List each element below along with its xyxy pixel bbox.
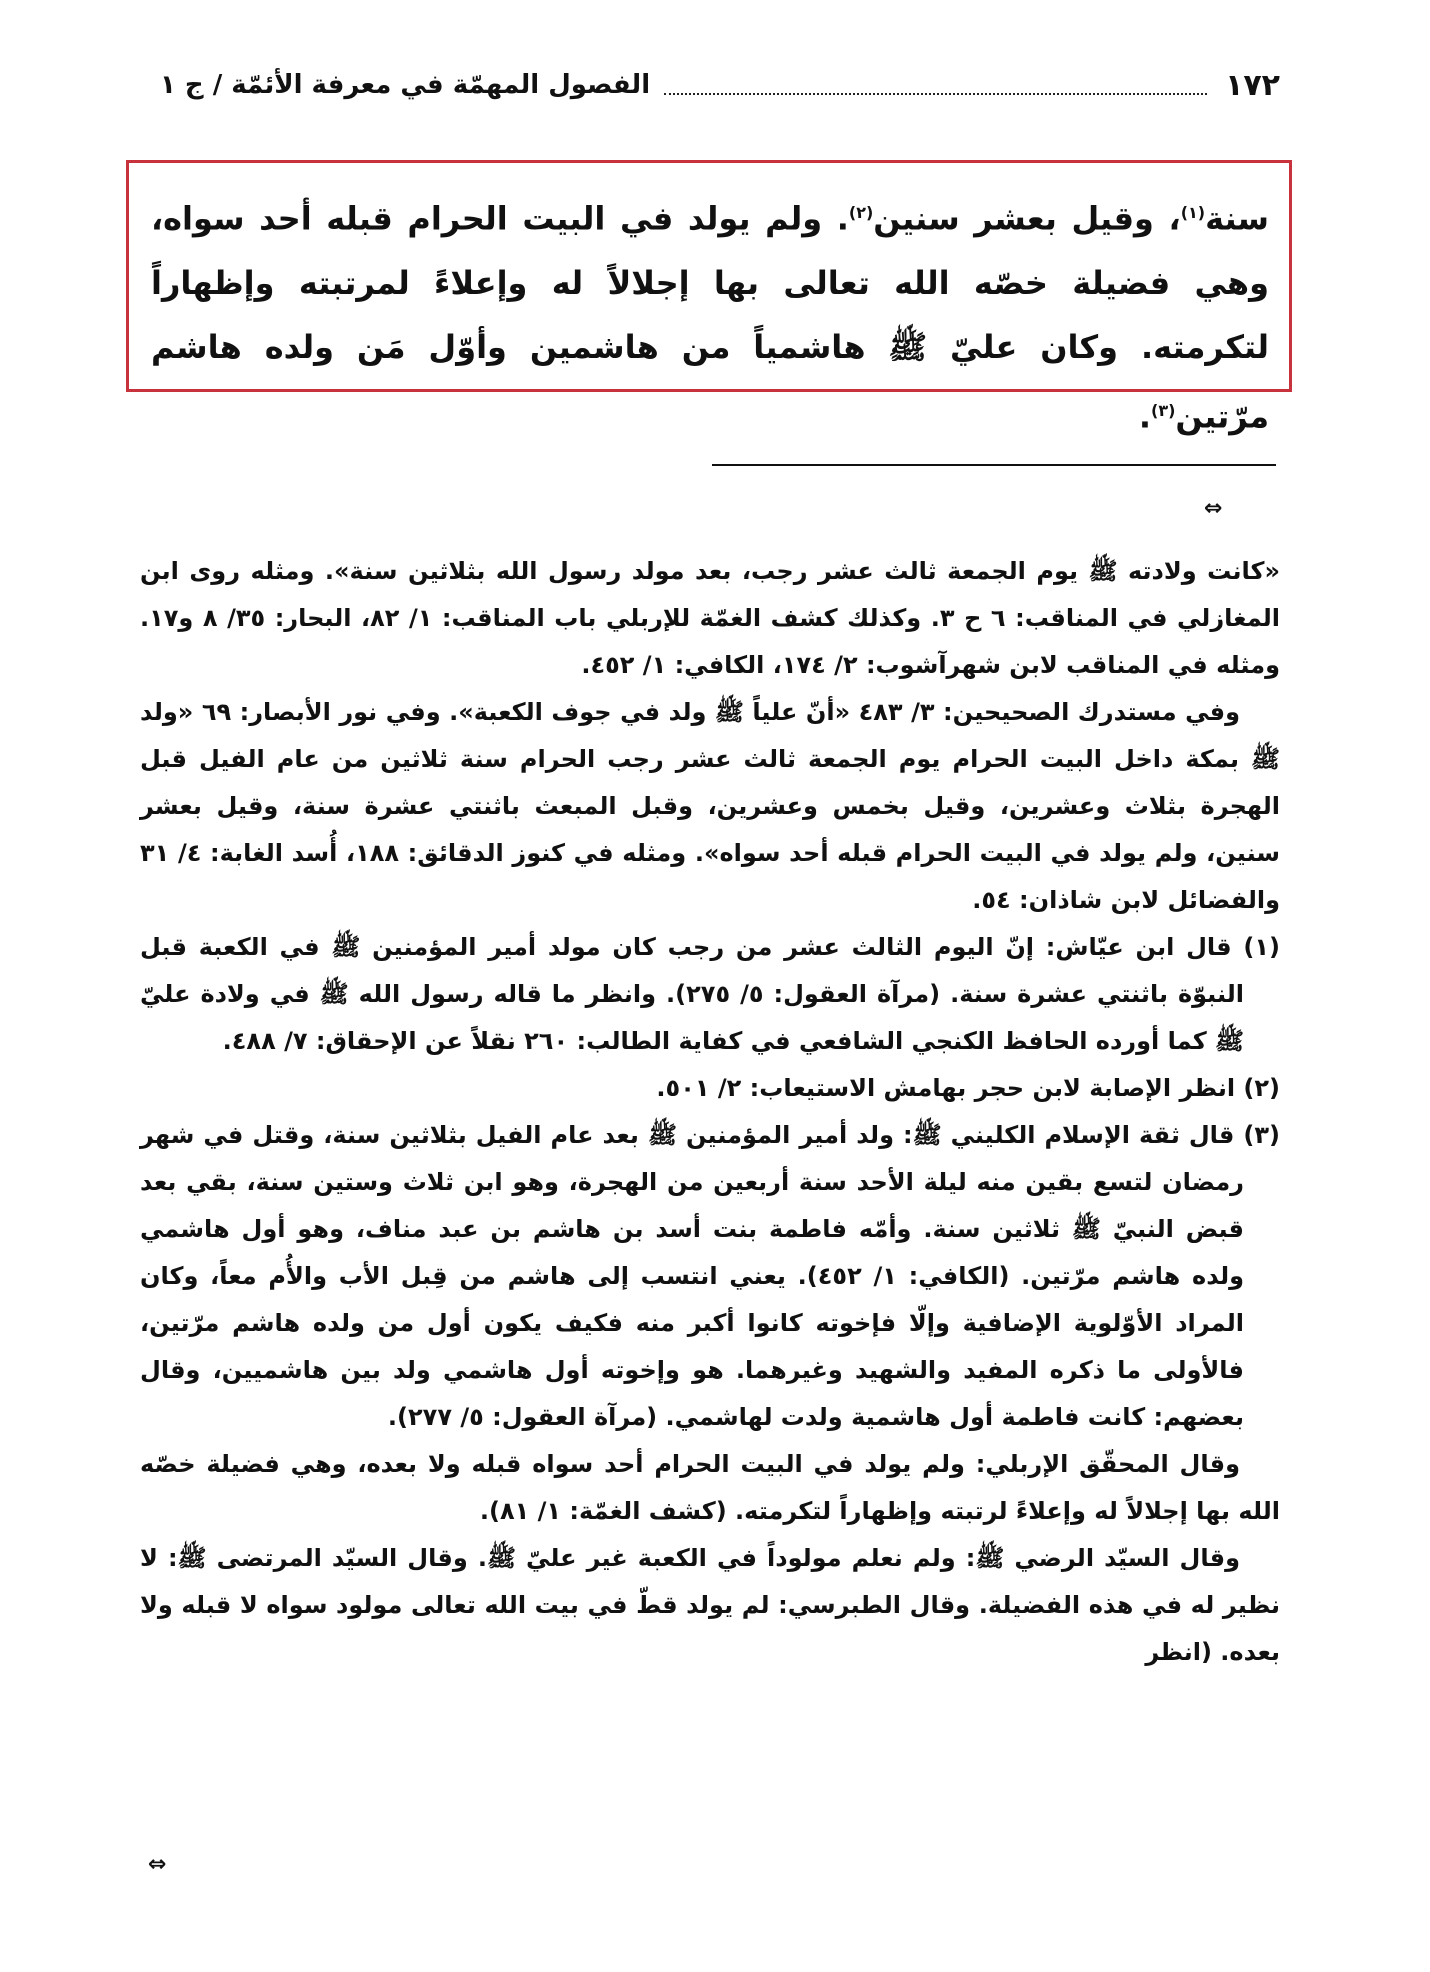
main-text-part: . ولم يولد في البيت الحرام قبله أحد سواه، وهي فضيلة خصّه الله تعالى بها إجلالاً له وإعلاءً لمرتبته وإظهاراً لتكرمته. وكان عليّ ﷺ هاشمياً من هاشمين وأوّل مَن ولده هاشم مرّتين: [151, 199, 1269, 436]
footnote-1: [140, 924, 1280, 1065]
main-text: [151, 181, 1269, 448]
footnote-separator: [712, 464, 1276, 466]
continued-note: وفي مستدرك الصحيحين: ٣/ ٤٨٣ «أنّ علياً ﷺ ولد في جوف الكعبة». وفي نور الأبصار: ٦٩ «ولد ﷺ بمكة داخل البيت الحرام يوم الجمعة ثالث عشر رجب الحرام سنة ثلاثين من عام الفيل قبل الهجرة بثلاث وعشرين، وقيل بخمس وعشرين، وقبل المبعث باثنتي عشرة سنة، وقيل بعشر سنين، ولم يولد في البيت الحرام قبله أحد سواه». ومثله في كنوز الدقائق: ١٨٨، أُسد الغابة: ٤/ ٣١ والفضائل لابن شاذان: ٥٤.: [140, 698, 1281, 914]
main-text-part: .: [1138, 397, 1152, 436]
footnote-2: [140, 1065, 1280, 1112]
page-header: [160, 60, 1280, 110]
footnote-text: (٢) انظر الإصابة لابن حجر بهامش الاستيعاب: ٢/ ٥٠١.: [656, 1074, 1280, 1102]
footnote-3-extra: وقال المحقّق الإربلي: ولم يولد في البيت الحرام أحد سواه قبله ولا بعده، وهي فضيلة خصّه الله بها إجلالاً له وإعلاءً لرتبته وإظهاراً لتكرمته. (كشف الغمّة: ١/ ٨١).: [140, 1450, 1280, 1525]
main-text-part: ، وقيل بعشر سنين: [873, 199, 1181, 238]
footnote-3: [140, 1112, 1280, 1441]
footnote-text: (١) قال ابن عيّاش: إنّ اليوم الثالث عشر من رجب كان مولد أمير المؤمنين ﷺ في الكعبة قبل النبوّة باثنتي عشرة سنة. (مرآة العقول: ٥/ ٢٧٥). وانظر ما قاله رسول الله ﷺ في ولادة عليّ ﷺ كما أورده الحافظ الكنجي الشافعي في كفاية الطالب: ٢٦٠ نقلاً عن الإحقاق: ٧/ ٤٨٨.: [140, 933, 1280, 1055]
continuation-arrow-icon: ⇔: [1204, 496, 1223, 521]
footnote-3-extra: وقال السيّد الرضي ﷺ: ولم نعلم مولوداً في الكعبة غير عليّ ﷺ. وقال السيّد المرتضى ﷺ: لا نظير له في هذه الفضيلة. وقال الطبرسي: لم يولد قطّ في بيت الله تعالى مولود سواه لا قبله ولا بعده. (انظر: [140, 1544, 1280, 1666]
footnote-text: (٣) قال ثقة الإسلام الكليني ﷺ: ولد أمير المؤمنين ﷺ بعد عام الفيل بثلاثين سنة، وقتل في شهر رمضان لتسع بقين منه ليلة الأحد سنة أربعين من الهجرة، وهو ابن ثلاث وستين سنة، بقي بعد قبض النبيّ ﷺ ثلاثين سنة. وأمّه فاطمة بنت أسد بن هاشم بن عبد مناف، وهو أول هاشمي ولده هاشم مرّتين. (الكافي: ١/ ٤٥٢). يعني انتسب إلى هاشم من قِبل الأب والأُم معاً، وكان المراد الأوّلوية الإضافية وإلّا فإخوته كانوا أكبر منه فكيف يكون أول من ولده هاشم مرّتين، فالأولى ما ذكره المفيد والشهيد وغيرهما. هو وإخوته أول هاشمي ولد بين هاشميين، وقال بعضهم: كانت فاطمة أول هاشمية ولدت لهاشمي. (مرآة العقول: ٥/ ٢٧٧).: [140, 1121, 1280, 1431]
highlighted-main-text-box: [126, 160, 1292, 436]
dotted-leader: [664, 93, 1207, 95]
page-number: ١٧٢: [1225, 67, 1280, 103]
footnote-ref-1[interactable]: (١): [1180, 203, 1206, 222]
continued-note: «كانت ولادته ﷺ يوم الجمعة ثالث عشر رجب، بعد مولد رسول الله بثلاثين سنة». ومثله روى ابن المغازلي في المناقب: ٦ ح ٣. وكذلك كشف الغمّة للإربلي باب المناقب: ١/ ٨٢، البحار: ٣٥/ ٨ و١٧. ومثله في المناقب لابن شهرآشوب: ٢/ ١٧٤، الكافي: ١/ ٤٥٢.: [140, 557, 1281, 679]
footnote-ref-2[interactable]: (٢): [848, 203, 874, 222]
footnote-ref-3[interactable]: (٣): [1151, 400, 1176, 420]
main-text-part: سنة: [1205, 199, 1270, 238]
running-title: الفصول المهمّة في معرفة الأئمّة / ج ١: [160, 70, 651, 100]
footnotes-section: [140, 548, 1280, 1676]
continuation-arrow-icon: ⇔: [148, 1852, 167, 1877]
